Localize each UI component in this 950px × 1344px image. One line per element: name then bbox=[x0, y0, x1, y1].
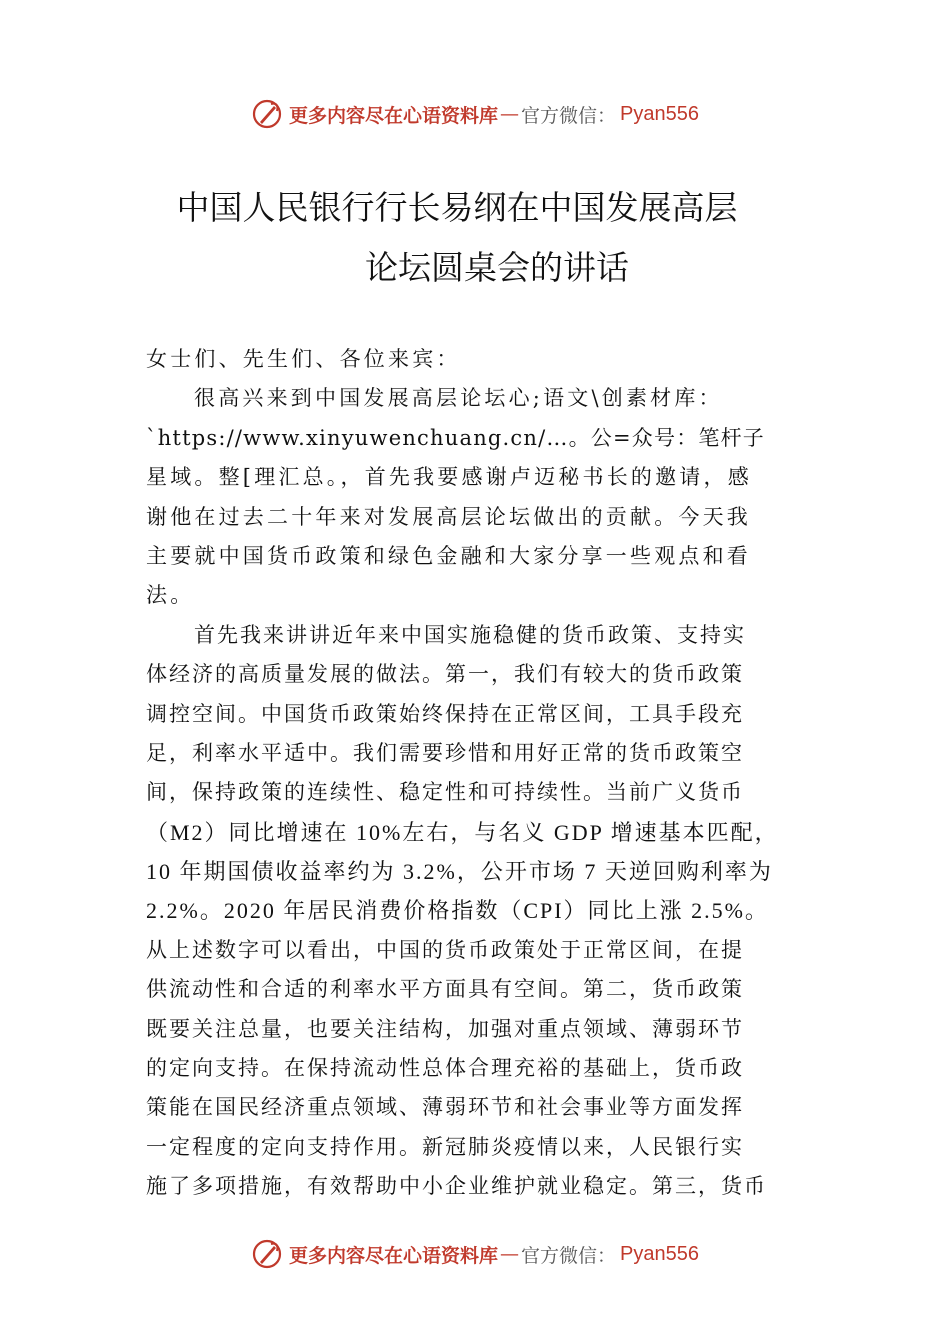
text-line: 供流动性和合适的利率水平方面具有空间。第二，货币政策 bbox=[146, 977, 744, 1002]
watermark-main-text: 更多内容尽在心语资料库 bbox=[289, 104, 499, 127]
footer-watermark bbox=[0, 1234, 950, 1274]
text-line: 2.2%。2020 年居民消费价格指数（CPI）同比上涨 2.5%。 bbox=[146, 898, 769, 924]
text-line: 法。 bbox=[146, 583, 195, 608]
text-line: 施了多项措施，有效帮助中小企业维护就业稳定。第三，货币 bbox=[146, 1174, 767, 1199]
text-line: 的定向支持。在保持流动性总体合理充裕的基础上，货币政 bbox=[146, 1056, 744, 1081]
text-line: 星域。整[理汇总。，首先我要感谢卢迈秘书长的邀请，感 bbox=[146, 465, 752, 490]
text-line: 10 年期国债收益率约为 3.2%，公开市场 7 天逆回购利率为 bbox=[146, 859, 773, 885]
watermark-dash: — bbox=[500, 103, 520, 125]
text-line: `https://www.xinyuwenchuang.cn/…。公=众号：笔杆子 bbox=[146, 425, 765, 450]
watermark-main-text: 更多内容尽在心语资料库 bbox=[289, 1244, 499, 1267]
text-line: 女士们、先生们、各位来宾： bbox=[146, 347, 461, 371]
text-line: （M2）同比增速在 10%左右，与名义 GDP 增速基本匹配， bbox=[146, 819, 779, 845]
text-line: 既要关注总量，也要关注结构，加强对重点领域、薄弱环节 bbox=[146, 1016, 744, 1041]
watermark-wechat-id: Pyan556 bbox=[620, 1242, 699, 1265]
text-line: 策能在国民经济重点领域、薄弱环节和社会事业等方面发挥 bbox=[146, 1095, 744, 1120]
quill-pen-logo-icon bbox=[251, 1238, 283, 1270]
text-line: 体经济的高质量发展的做法。第一，我们有较大的货币政策 bbox=[146, 662, 744, 687]
text-line: 足，利率水平适中。我们需要珍惜和用好正常的货币政策空 bbox=[146, 740, 744, 765]
header-watermark bbox=[0, 94, 950, 134]
document-title-line1: 中国人民银行行长易纲在中国发展高层 bbox=[176, 188, 738, 227]
text-line: 主要就中国货币政策和绿色金融和大家分享一些观点和看 bbox=[146, 543, 751, 568]
text-line: 很高兴来到中国发展高层论坛心;语文\创素材库： bbox=[194, 386, 723, 411]
document-title-line2: 论坛圆桌会的讲话 bbox=[365, 248, 629, 287]
text-line: 调控空间。中国货币政策始终保持在正常区间，工具手段充 bbox=[146, 701, 744, 726]
text-line: 一定程度的定向支持作用。新冠肺炎疫情以来，人民银行实 bbox=[146, 1134, 744, 1159]
text-line: 首先我来讲讲近年来中国实施稳健的货币政策、支持实 bbox=[194, 622, 746, 647]
watermark-wechat-id: Pyan556 bbox=[620, 102, 699, 125]
text-line: 谢他在过去二十年来对发展高层论坛做出的贡献。今天我 bbox=[146, 504, 751, 529]
watermark-dash: — bbox=[500, 1243, 520, 1265]
watermark-label: 官方微信： bbox=[521, 104, 617, 127]
document-body bbox=[146, 340, 808, 1207]
text-line: 间，保持政策的连续性、稳定性和可持续性。当前广义货币 bbox=[146, 780, 744, 805]
watermark-label: 官方微信： bbox=[521, 1244, 617, 1267]
text-line: 从上述数字可以看出，中国的货币政策处于正常区间，在提 bbox=[146, 937, 744, 962]
quill-pen-logo-icon bbox=[251, 98, 283, 130]
